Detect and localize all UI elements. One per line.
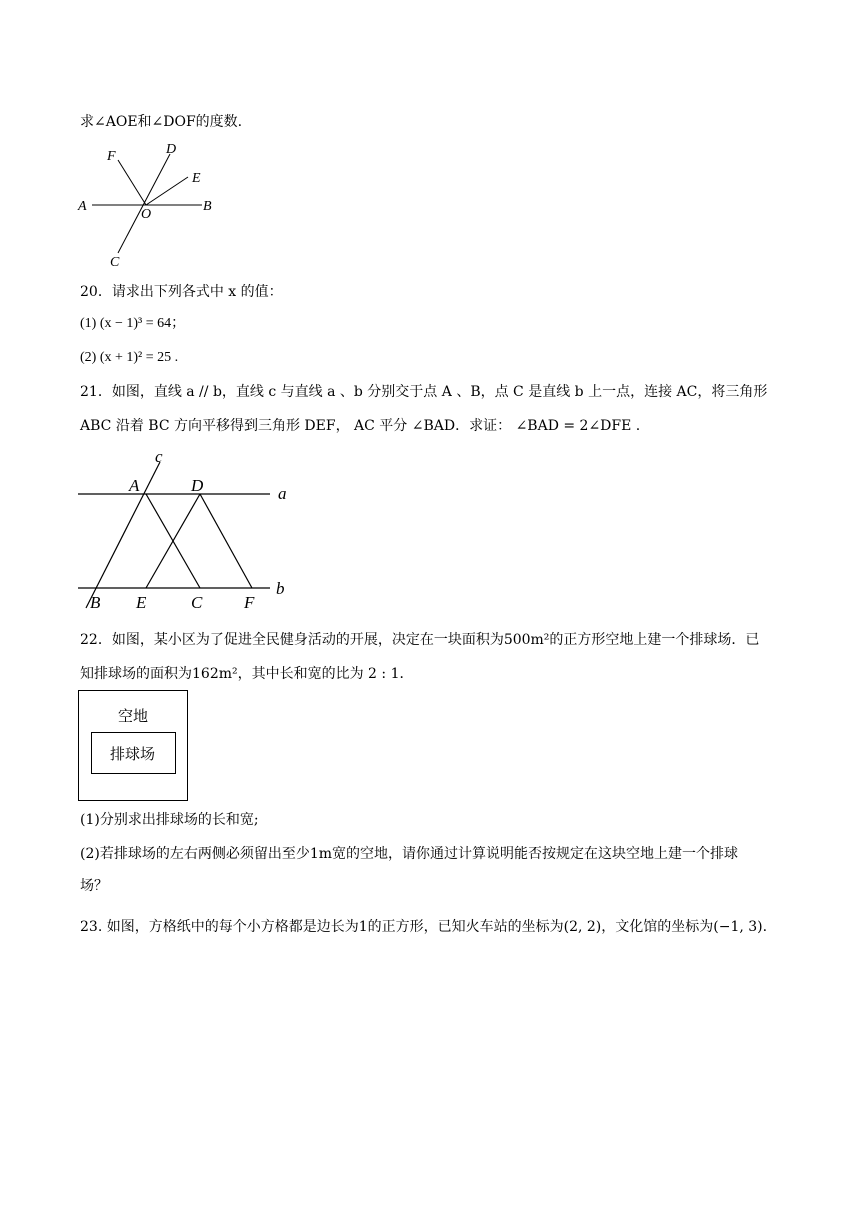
label-D: D [191,476,204,495]
court-figure [78,690,190,802]
label-O: O [141,207,152,222]
label-b: b [276,579,285,598]
q19-tail-text: 求∠AOE和∠DOF的度数. [80,114,243,130]
label-E: E [192,171,201,186]
q20-part1: (1) (x − 1)³ = 64； [80,316,186,331]
q22-line2: 知排球场的面积为162m²，其中长和宽的比为 2 : 1． [80,666,414,682]
label-B: B [90,593,101,612]
court-label: 排球场 [110,745,156,763]
label-D: D [166,142,177,157]
q20-stem: 20．请求出下列各式中 x 的值： [80,284,283,300]
label-E: E [136,593,147,612]
q22-part2-b: 场？ [80,878,108,894]
label-F: F [107,149,116,164]
q20-part2: (2) (x + 1)² = 25 . [80,350,179,365]
q21-line1: 21．如图，直线 a // b，直线 c 与直线 a 、b 分别交于点 A 、B，点 C 是直线 b 上一点，连接 AC，将三角形 [80,384,768,400]
label-B: B [203,199,212,214]
label-a: a [278,484,287,503]
label-c: c [155,447,163,466]
q23-line1: 23. 如图，方格纸中的每个小方格都是边长为1的正方形，已知火车站的坐标为(2, 2)，文化馆的坐标为(−1, 3). [80,919,768,935]
label-C: C [110,255,120,270]
translation-figure [78,447,298,615]
angle-figure [78,140,218,270]
q21-line2: ABC 沿着 BC 方向平移得到三角形 DEF， AC 平分 ∠BAD．求证： ∠BAD = 2∠DFE . [80,418,641,434]
label-F: F [244,593,255,612]
label-A: A [78,199,87,214]
label-A: A [129,476,140,495]
empty-lot-label: 空地 [118,707,149,725]
q22-part1: (1)分别求出排球场的长和宽; [80,812,259,828]
q22-line1: 22．如图，某小区为了促进全民健身活动的开展，决定在一块面积为500m²的正方形空地上建一个排球场．已 [80,632,760,648]
label-C: C [191,593,203,612]
q22-part2-a: (2)若排球场的左右两侧必须留出至少1m宽的空地，请你通过计算说明能否按规定在这块空地上建一个排球 [80,846,739,862]
